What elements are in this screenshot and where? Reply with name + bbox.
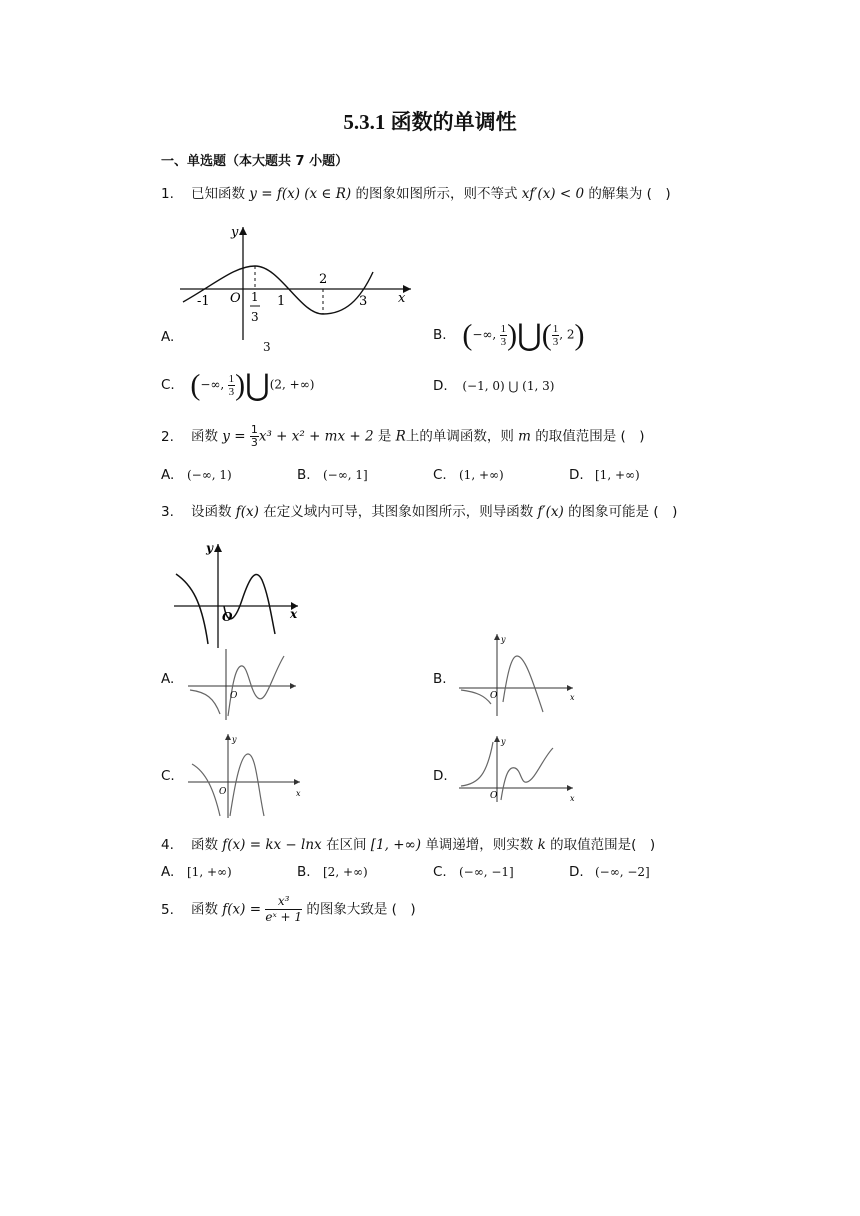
q3-option-d-graph[interactable] xyxy=(457,734,577,804)
math-expr: xf′(x) < 0 xyxy=(521,186,585,202)
tick-label: 3 xyxy=(251,310,259,324)
question-number: 3. xyxy=(161,504,174,520)
tick-label: -1 xyxy=(197,294,210,309)
q4-option-a[interactable]: A. [1, +∞) xyxy=(161,864,232,880)
page-title: 5.3.1 函数的单调性 xyxy=(343,110,517,134)
q1-function-graph xyxy=(175,222,420,350)
q2-option-d[interactable]: D. [1, +∞) xyxy=(569,467,640,483)
svg-text:O: O xyxy=(230,691,238,701)
question-number: 1. xyxy=(161,186,174,202)
question-number: 2. xyxy=(161,428,174,445)
svg-text:O: O xyxy=(490,691,498,701)
section-heading: 一、单选题（本大题共 7 小题） xyxy=(161,154,349,169)
question-number: 4. xyxy=(161,837,174,853)
question-5: 5. 函数 f(x) = $\frac{\text{x³}}{\text{eˣ + 1}}$ 的图象大致是 ( ) xyxy=(161,894,416,924)
math-expr: y = f(x) xyxy=(249,186,300,202)
q3-option-d[interactable]: D. xyxy=(433,768,448,784)
axis-label-x: x xyxy=(398,291,406,306)
tick-label: 2 xyxy=(319,272,328,287)
q3-option-a[interactable]: A. xyxy=(161,671,175,687)
question-3: 3. 设函数 f(x) 在定义域内可导，其图象如图所示，则导函数 f′(x) 的图象可能是 ( ) xyxy=(161,504,678,520)
q1-option-d[interactable]: D. (−1, 0) ⋃ (1, 3) xyxy=(433,378,555,394)
fraction: $\frac{1}{3}$ xyxy=(250,423,258,449)
q3-function-graph xyxy=(172,540,302,650)
tick-label: 3 xyxy=(359,294,368,309)
q2-option-a[interactable]: A. (−∞, 1) xyxy=(161,467,232,483)
svg-text:y: y xyxy=(501,635,506,644)
q3-option-b[interactable]: B. xyxy=(433,671,447,687)
svg-text:x: x xyxy=(290,607,298,621)
q1-option-a-text: 3 xyxy=(263,340,271,354)
svg-text:x: x xyxy=(570,794,575,803)
question-4: 4. 函数 f(x) = kx − lnx 在区间 [1, +∞) 单调递增，则实数 k 的取值范围是( ) xyxy=(161,837,656,853)
svg-text:O: O xyxy=(222,610,233,624)
svg-text:x: x xyxy=(296,789,301,798)
q3-option-b-graph[interactable] xyxy=(457,632,577,717)
question-1: 1. 已知函数 y = f(x) (x ∈ R) 的图象如图所示，则不等式 xf′(x) < 0 的解集为 ( ) xyxy=(161,186,671,202)
axis-label-y: y xyxy=(231,225,239,240)
math-expr: (x ∈ R) xyxy=(304,186,352,202)
svg-text:y: y xyxy=(501,737,506,746)
q4-option-b[interactable]: B. [2, +∞) xyxy=(297,864,368,880)
fraction: $\frac{1}{3}$ xyxy=(552,323,559,348)
svg-text:O: O xyxy=(219,787,227,797)
question-2: 2. 函数 y = $\frac{1}{3}$ x³ + x² + mx + 2 是 R上的单调函数，则 m 的取值范围是 ( ) xyxy=(161,423,645,449)
q1-option-b[interactable]: B. (−∞, $\frac{1}{3}$ )⋃( $\frac{1}{3}$ , 2) xyxy=(433,318,585,352)
fraction: $\frac{1}{3}$ xyxy=(500,323,507,348)
tick-label: 1 xyxy=(251,290,259,304)
origin-label: O xyxy=(230,291,241,306)
question-number: 5. xyxy=(161,901,174,918)
q4-option-d[interactable]: D. (−∞, −2] xyxy=(569,864,650,880)
q4-option-c[interactable]: C. (−∞, −1] xyxy=(433,864,514,880)
q2-option-c[interactable]: C. (1, +∞) xyxy=(433,467,504,483)
q1-option-a[interactable]: A. xyxy=(161,329,175,345)
svg-text:y: y xyxy=(232,735,237,744)
svg-text:x: x xyxy=(570,693,575,702)
q3-option-a-graph[interactable] xyxy=(186,646,301,722)
tick-label: 1 xyxy=(277,294,286,309)
svg-text:y: y xyxy=(206,541,213,555)
q2-option-b[interactable]: B. (−∞, 1] xyxy=(297,467,368,483)
fraction: $\frac{1}{3}$ xyxy=(228,373,235,398)
q3-option-c-graph[interactable] xyxy=(186,732,304,820)
svg-text:O: O xyxy=(490,791,498,801)
q1-option-c[interactable]: C. (−∞, $\frac{1}{3}$ )⋃(2, +∞) xyxy=(161,368,315,402)
q3-option-c[interactable]: C. xyxy=(161,768,175,784)
fraction: $\frac{\text{x³}}{\text{eˣ + 1}}$ xyxy=(265,894,303,924)
